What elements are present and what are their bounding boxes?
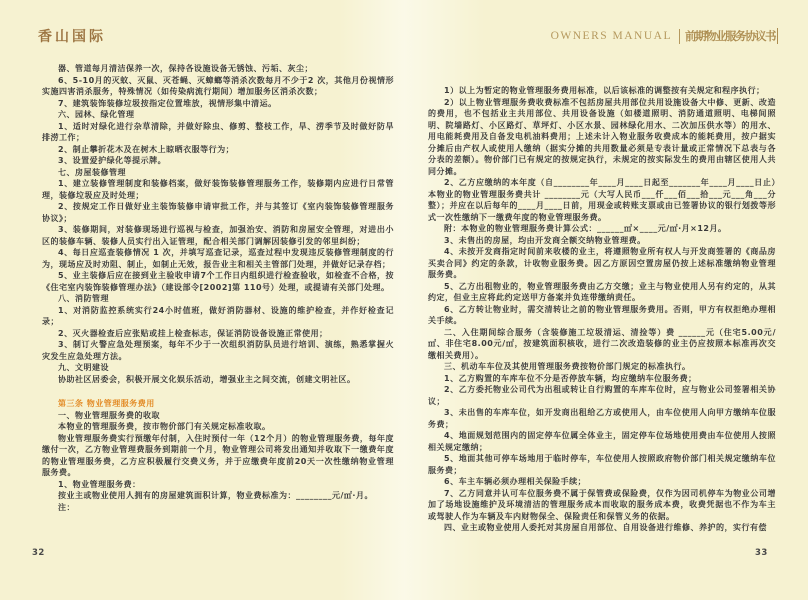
paragraph: 6、乙方转让物业时，需交清转让之前的物业管理服务费用。否则，甲方有权拒绝办理相关手续。 xyxy=(428,304,776,325)
paragraph: 1）以上为暂定的物业管理服务费用标准，以后该标准的调整按有关规定和程序执行； xyxy=(444,86,765,95)
paragraph: 1、建立装修管理制度和装修档案，做好装饰装修管理服务工作，装修期内应进行日常管理，装修垃圾应及时处理； xyxy=(42,179,394,200)
paragraph: 1、对消防监控系统实行24小时值班，做好消防器材、设施的维护检查，并作好检查记录； xyxy=(42,305,394,326)
paragraph: 2）以上物业管理服务费收费标准不包括房屋共用部位共用设施设备大中修、更新、改造的费用，也不包括业主共用部位、共用设备设施（如楼道照明、消防通道照明、电梯间照明、院墙路灯、小区路灯、草坪灯、小区水景、园林绿化用水、二次加压供水等）的用水、用电能耗费用及自备发电机油料费用；上述未计入物业服务收费成本的能耗费用，按户据实分摊后由产权人或使用人缴纳（据实分摊的共用数量必须是专表计量或正常情况下总表与各分表的差额）。物价部门已有规定的按规定执行，未规定的按实际发生的费用由辖区使用人共同分摊。 xyxy=(428,97,776,176)
paragraph: 3、制订火警应急处理预案，每年不少于一次组织消防队员进行培训、演练，熟悉掌握火灾发生应急处理方法。 xyxy=(42,340,394,361)
paragraph: 2、按规定工作日做好业主装饰装修申请审批工作，并与其签订《室内装饰装修管理服务协议》； xyxy=(42,202,394,223)
paragraph: 6、5-10月的灭蚊、灭鼠、灭苍蝇、灭蟑螂等消杀次数每月不少于2 次，其他月份视情形实施四害消杀服务，特殊情况（如传染病流行期间）增加服务区消杀次数； xyxy=(42,75,394,96)
brand-logo: 香山国际 xyxy=(38,29,106,45)
paragraph: 3、未出售的车库车位，如开发商出租给乙方或使用人，由车位使用人向甲方缴纳车位服务费； xyxy=(428,408,776,429)
paragraph: 2、制止攀折花木及在树木上晾晒衣服等行为； xyxy=(58,144,235,154)
right-page-text xyxy=(428,85,776,534)
paragraph: 2、乙方应缴纳的本年度（自________年____月____日起至_______年____月____日止）本物业的物业管理服务费共计 ________元（大写人民币___仟___佰___拾___元___角___分整）；并应在以后每年的____月____日前，用现金或转账支票或由已签署协议的银行划拨等形式一次性缴纳下一缴费年度的物业管理服务费。 xyxy=(428,178,776,222)
paragraph: 三、机动车车位及其使用管理服务费按物价部门规定的标准执行。 xyxy=(444,362,691,371)
paragraph: 4、每日应巡查装修情况 1 次，并填写巡查记录，巡查过程中发现违反装修管理制度的行为，现场应及时劝阻、制止，如制止无效，报告业主和相关主管部门处理，并做好记录存档； xyxy=(42,248,394,269)
paragraph: 器、管道每月清洁保养一次，保持各设施设备无锈蚀、污垢、灰尘； xyxy=(58,64,313,73)
right-page-number: 33 xyxy=(755,548,768,558)
paragraph: 本物业的管理服务费，按市物价部门有关规定标准收取。 xyxy=(58,422,271,431)
paragraph: 六、园林、绿化管理 xyxy=(58,110,135,119)
paragraph: 1、乙方购置的车库车位不分是否停放车辆，均应缴纳车位服务费； xyxy=(444,373,697,383)
paragraph: 6、车主车辆必须办理相关保险手续； xyxy=(444,477,587,486)
paragraph: 按业主或物业使用人拥有的房屋建筑面积计算，物业费标准为：________元/㎡·月。 xyxy=(58,491,373,500)
section-title: 第三条 物业管理服务费用 xyxy=(58,399,155,408)
doc-title-text: 前期物业服务协议书 xyxy=(685,28,778,44)
paragraph: 八、消防管理 xyxy=(58,294,109,303)
paragraph: 3、未售出的房屋，均由开发商全额交纳物业管理费。 xyxy=(444,235,646,245)
paragraph: 3、设置爱护绿化等提示牌。 xyxy=(58,156,167,165)
paragraph: 2、灭火器检查后应张贴或挂上检查标志，保证消防设备设施正常使用； xyxy=(58,328,328,338)
paragraph: 二、入住期间综合服务（含装修施工垃圾清运、清捡等）费 ______元（住宅5.00元/㎡、非住宅8.00元/㎡，按建筑面积核收，进行二次改造装修的业主仍应按照本标准再次交缴相关费用）。 xyxy=(428,327,776,360)
paragraph: 一、物业管理服务费的收取 xyxy=(58,410,160,420)
paragraph: 附：本物业的物业管理服务费计算公式：______㎡×____元/㎡·月×12月。 xyxy=(444,224,727,233)
paragraph: 4、未按开发商指定时间前来收楼的业主，将遵照物业所有权人与开发商签署的《商品房买卖合同》约定的条款，计收物业服务费。因乙方原因空置房屋仍按上述标准缴纳物业管理服务费。 xyxy=(428,247,776,279)
left-page-text xyxy=(42,63,394,513)
paragraph: 5、乙方出租物业的，物业管理服务费由乙方交缴；业主与物业使用人另有约定的，从其约定，但业主应将此约定送甲方备案并负连带缴纳责任。 xyxy=(428,281,776,302)
paragraph: 3、装修期间，对装修现场进行巡视与检查，加强治安、消防和房屋安全管理，对进出小区的装修车辆、装修人员实行出入证管理，配合相关部门调解因装修引发的邻里纠纷； xyxy=(42,225,394,246)
paragraph: 1、物业管理服务费： xyxy=(58,479,141,489)
paragraph: 2、乙方委托物业公司代为出租或转让自行购置的车库车位时，应与物业公司签署相关协议； xyxy=(428,385,776,406)
manual-title-text: OWNERS MANUAL xyxy=(550,30,672,42)
paragraph: 5、地面其他可停车场地用于临时停车，车位使用人按照政府物价部门相关规定缴纳车位服务费； xyxy=(428,454,776,475)
paragraph: 物业管理服务费实行预缴年付制，入住时预付一年（12个月）的物业管理服务费，每年度缴付一次，乙方物业管理费服务到期前一个月，物业管理公司将发出通知并收取下一缴费年度的物业管理服务费，乙方应积极履行交费义务，并于应缴费年度前20天一次性缴纳物业管理服务费。 xyxy=(42,433,394,477)
paragraph: 7、建筑装饰装修垃圾按指定位置堆放，视情形集中清运。 xyxy=(58,98,277,108)
header-divider xyxy=(679,29,680,44)
paragraph: 九、文明建设 xyxy=(58,363,109,372)
paragraph: 5、业主装修后应在接到业主验收申请7个工作日内组织进行检查验收，如检查不合格，按《住宅室内装饰装修管理办法》（建设部令[2002]第 110号）处理，或提请有关部门处理。 xyxy=(42,271,394,292)
paragraph: 协助社区居委会，积极开展文化娱乐活动，增强业主之间交流，创建文明社区。 xyxy=(58,374,356,384)
paragraph: 4、地面规划范围内的固定停车位属全体业主，固定停车位场地使用费由车位使用人按照相关规定缴纳； xyxy=(428,431,776,452)
page-header xyxy=(551,28,778,44)
paragraph: 7、乙方同意并认可车位服务费不属于保管费或保险费，仅作为因司机停车为物业公司增加了场地设施维护及环境清洁的管理服务成本而收取的服务成本费，收费凭据也不作为车主或驾驶人作为车辆及车内财物保全、保险责任和保管义务的依据。 xyxy=(428,488,776,521)
paragraph: 注： xyxy=(58,502,75,512)
left-page-number: 32 xyxy=(32,548,45,558)
paragraph: 四、业主或物业使用人委托对其房屋自用部位、自用设备进行维修、养护的，实行有偿 xyxy=(444,523,767,532)
paragraph: 1、适时对绿化进行杂草清除，并做好除虫、修剪、整枝工作，旱、涝季节及时做好防旱排涝工作； xyxy=(42,121,394,142)
paragraph: 七、房屋装修管理 xyxy=(58,167,126,177)
